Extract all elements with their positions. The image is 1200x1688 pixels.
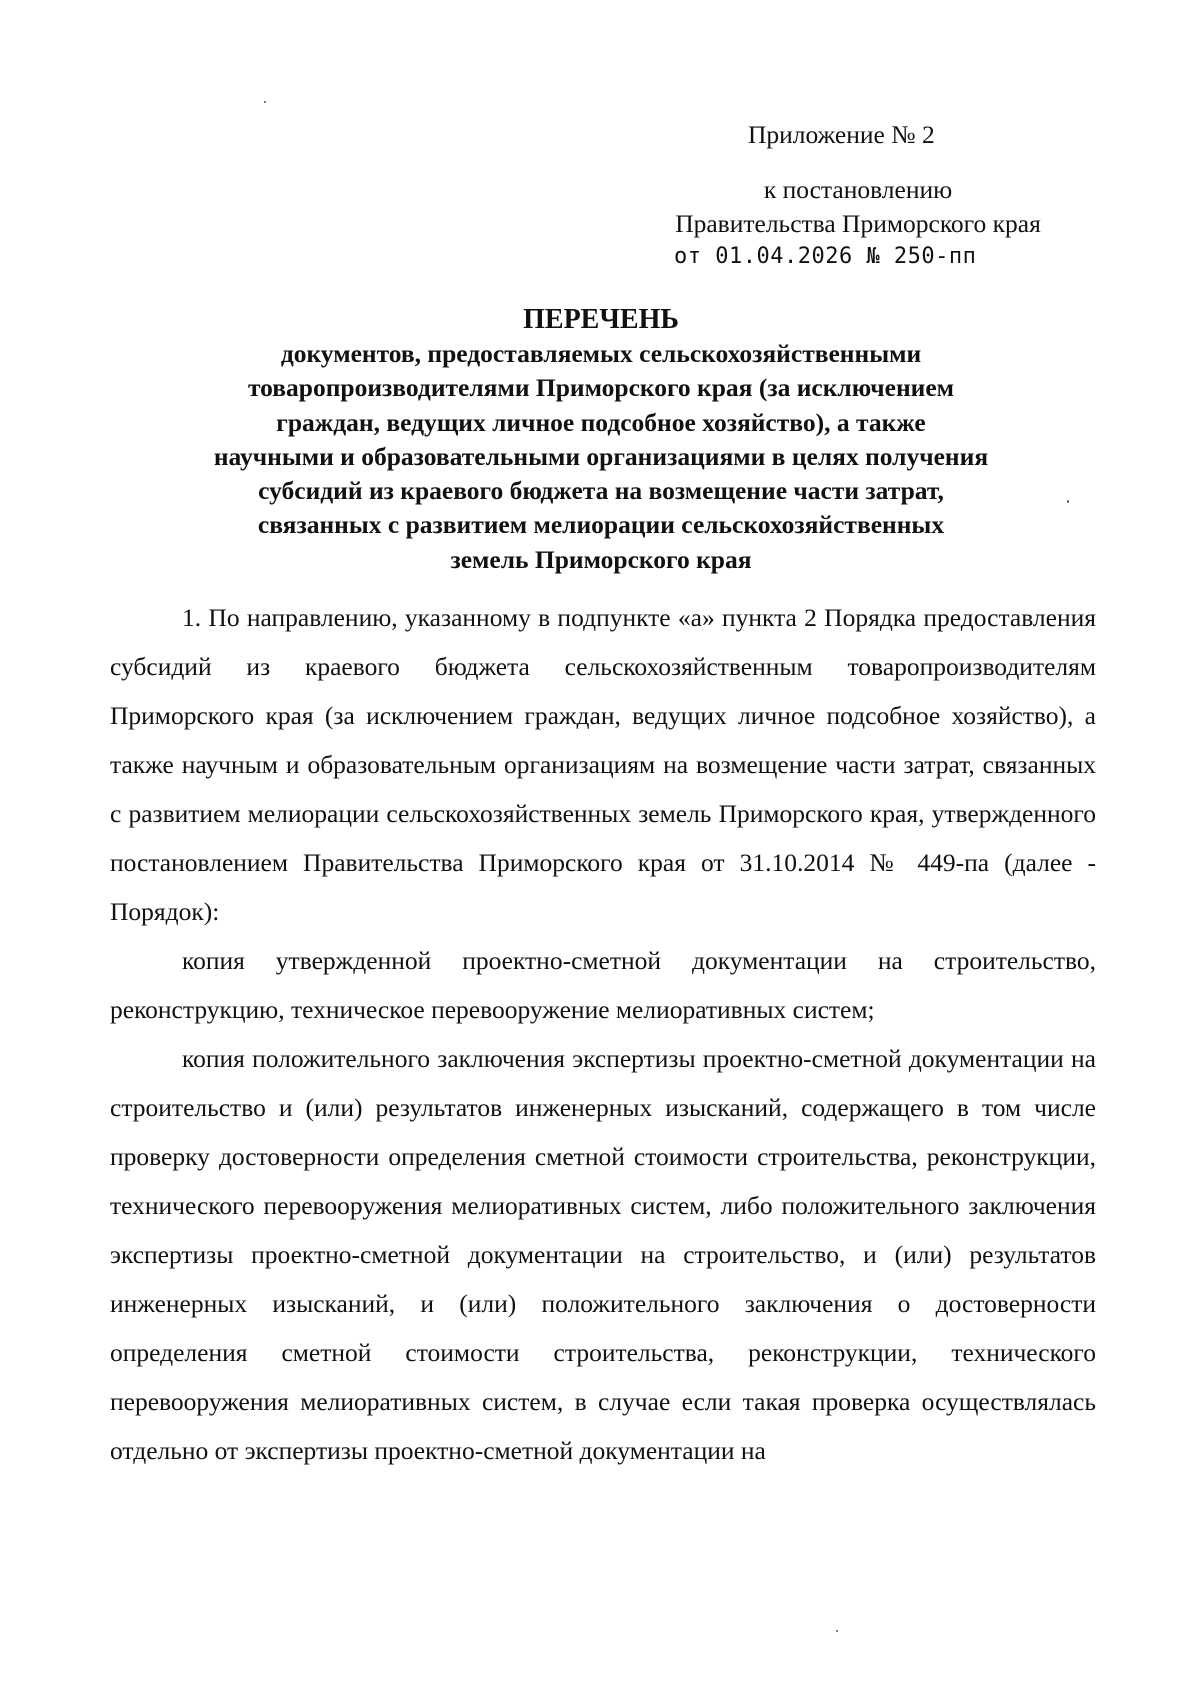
scan-speck: [264, 101, 266, 103]
title-subtitle-line: земель Приморского края: [450, 544, 752, 574]
body-paragraph-2: копия утвержденной проектно-сметной документации на строительство, реконструкцию, техническое перевооружение мелиоративных систем;: [110, 946, 1096, 1024]
body-paragraph-3: копия положительного заключения экспертизы проектно-сметной документации на строительство и (или) результатов инженерных изысканий, содержащего в том числе проверку достоверности определения сметной стоимости строительства, реконструкции, технического перевооружения мелиоративных систем, либо положительного заключения экспертизы проектно-сметной документации на строительство, и (или) результатов инженерных изысканий, и (или) положительного заключения о достоверности определения сметной стоимости строительства, реконструкции, технического перевооружения мелиоративных систем, в случае если такая проверка осуществлялась отдельно от экспертизы проектно-сметной документации на: [110, 1044, 1096, 1465]
title-subtitle-line: научными и образовательными организациями в целях получения: [213, 441, 989, 471]
title-subtitle-line: документов, предоставляемых сельскохозяйственными: [280, 339, 922, 368]
document-body: [110, 593, 1096, 1475]
decree-date-number-stamp: от 01.04.2026 № 250-пп: [674, 244, 977, 269]
title-heading: ПЕРЕЧЕНЬ: [523, 304, 679, 335]
title-subtitle-line: товаропроизводителями Приморского края (за исключением: [247, 373, 955, 403]
appendix-label: Приложение № 2: [748, 120, 935, 149]
decree-reference: [648, 173, 1068, 241]
document-title: [120, 303, 1082, 577]
body-paragraph-1: 1. По направлению, указанному в подпункте «а» пункта 2 Порядка предоставления субсидий из краевого бюджета сельскохозяйственным товаропроизводителям Приморского края (за исключением граждан, ведущих личное подсобное хозяйство), а также научным и образовательным организациям на возмещение части затрат, связанных с развитием мелиорации сельскохозяйственных земель Приморского края, утвержденного постановлением Правительства Приморского края от 31.10.2014 № 449-па (далее - Порядок):: [110, 603, 1096, 926]
title-subtitle-line: связанных с развитием мелиорации сельскохозяйственных: [257, 510, 945, 540]
title-subtitle-line: субсидий из краевого бюджета на возмещение части затрат,: [258, 476, 944, 506]
title-subtitle-line: граждан, ведущих личное подсобное хозяйство), а также: [276, 407, 926, 437]
decree-line-2: Правительства Приморского края: [675, 209, 1041, 238]
decree-line-1: к постановлению: [763, 175, 953, 204]
scan-speck: [1067, 500, 1069, 503]
scan-speck: [836, 1630, 838, 1632]
